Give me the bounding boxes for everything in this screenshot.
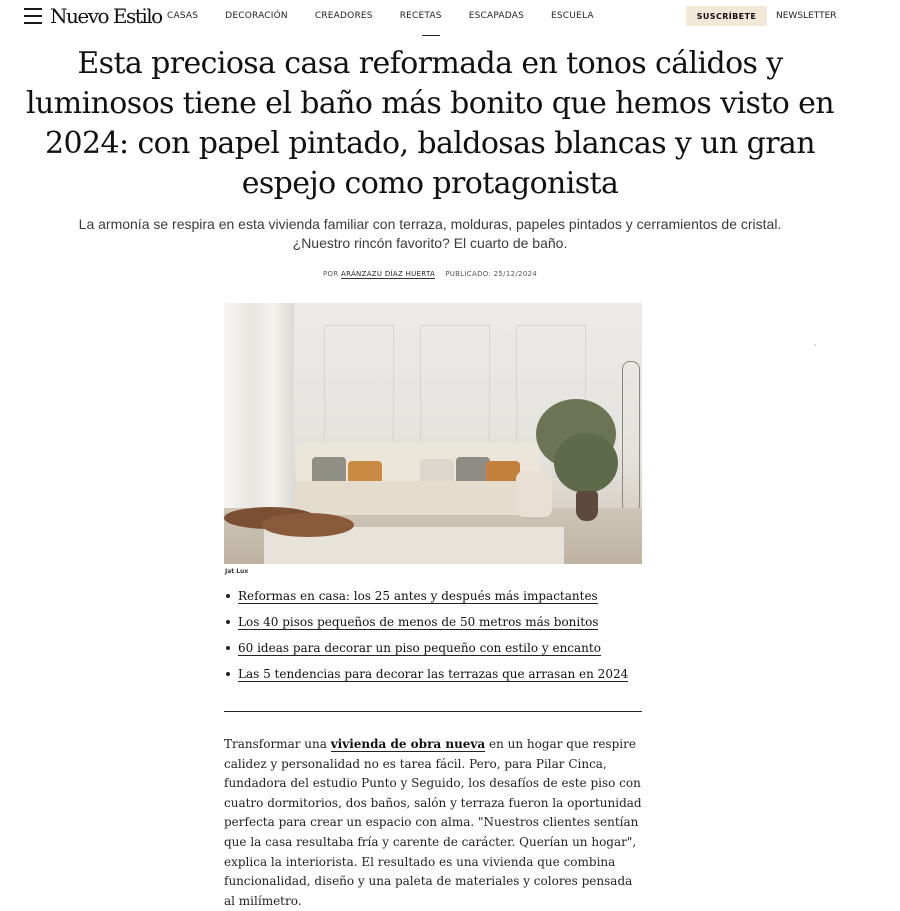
published-label: PUBLICADO: xyxy=(445,270,492,278)
subtitle-line-2: ¿Nuestro rincón favorito? El cuarto de baño. xyxy=(292,235,568,251)
list-item xyxy=(224,613,644,639)
section-divider xyxy=(224,711,642,712)
related-link[interactable]: Los 40 pisos pequeños de menos de 50 metros más bonitos xyxy=(238,615,599,629)
page-artifact xyxy=(814,344,816,346)
nav-escuela[interactable]: ESCUELA xyxy=(550,11,594,21)
sofa-seat xyxy=(294,481,544,515)
plant-pot xyxy=(576,491,598,521)
list-item xyxy=(224,665,644,691)
paragraph-text: en un hogar que respire calidez y personalidad no es tarea fácil. Pero, para Pilar Cinca, fundadora del estudio Punto y Seguido, los desafíos de este piso con cuatro dormitorios, dos baños, salón y terraza fueron la oportunidad perfecta para crear un espacio con alma. "Nuestros clientes sentían que la casa resultaba fría y carente de carácter. Querían un hogar", explica la interiorista. El resultado es una vivienda que combina funcionalidad, diseño y una paleta de materiales y colores pensada al milímetro. xyxy=(224,737,642,908)
site-logo[interactable]: Nuevo Estilo xyxy=(50,4,162,28)
sofa-arm xyxy=(516,471,552,517)
nav-recetas[interactable]: RECETAS xyxy=(399,11,442,21)
related-links xyxy=(224,587,644,691)
author-link[interactable]: ARÁNZAZU DÍAZ HUERTA xyxy=(341,270,436,278)
top-bar xyxy=(0,0,900,36)
inline-link-vivienda-obra-nueva[interactable]: vivienda de obra nueva xyxy=(330,737,486,751)
hero-image-living-room xyxy=(224,303,642,564)
list-item xyxy=(224,639,644,665)
byline-prefix: POR xyxy=(322,270,339,278)
published-date: 25/12/2024 xyxy=(493,270,538,278)
related-link[interactable]: 60 ideas para decorar un piso pequeño con estilo y encanto xyxy=(238,641,601,655)
nav-decoracion[interactable]: DECORACIÓN xyxy=(225,11,288,21)
image-credit: Jat Lux xyxy=(225,568,249,575)
nav-creadores[interactable]: CREADORES xyxy=(314,11,373,21)
newsletter-link[interactable]: NEWSLETTER xyxy=(776,11,837,21)
nav-casas[interactable]: CASAS xyxy=(167,11,199,21)
related-link[interactable]: Reformas en casa: los 25 antes y después más impactantes xyxy=(238,589,598,603)
subscribe-button[interactable]: SUSCRÍBETE xyxy=(686,6,767,26)
related-link[interactable]: Las 5 tendencias para decorar las terrazas que arrasan en 2024 xyxy=(238,667,629,681)
main-nav xyxy=(167,11,621,21)
floor-mirror xyxy=(622,361,640,513)
article-paragraph xyxy=(224,735,644,911)
plant-foliage xyxy=(554,433,618,493)
subtitle-line-1: La armonía se respira en esta vivienda familiar con terraza, molduras, papeles pintados y cerramientos de cristal. xyxy=(78,216,782,232)
paragraph-text: Transformar una xyxy=(224,737,331,751)
hamburger-menu-icon[interactable] xyxy=(24,8,42,24)
article-subtitle xyxy=(40,215,820,253)
list-item xyxy=(224,587,644,613)
coffee-table xyxy=(262,513,354,537)
header-divider xyxy=(422,35,440,36)
nav-escapadas[interactable]: ESCAPADAS xyxy=(468,11,524,21)
byline xyxy=(0,270,860,278)
article-title: Esta preciosa casa reformada en tonos cálidos y luminosos tiene el baño más bonito que hemos visto en 2024: con papel pintado, baldosas blancas y un gran espejo como protagonista xyxy=(26,46,834,201)
